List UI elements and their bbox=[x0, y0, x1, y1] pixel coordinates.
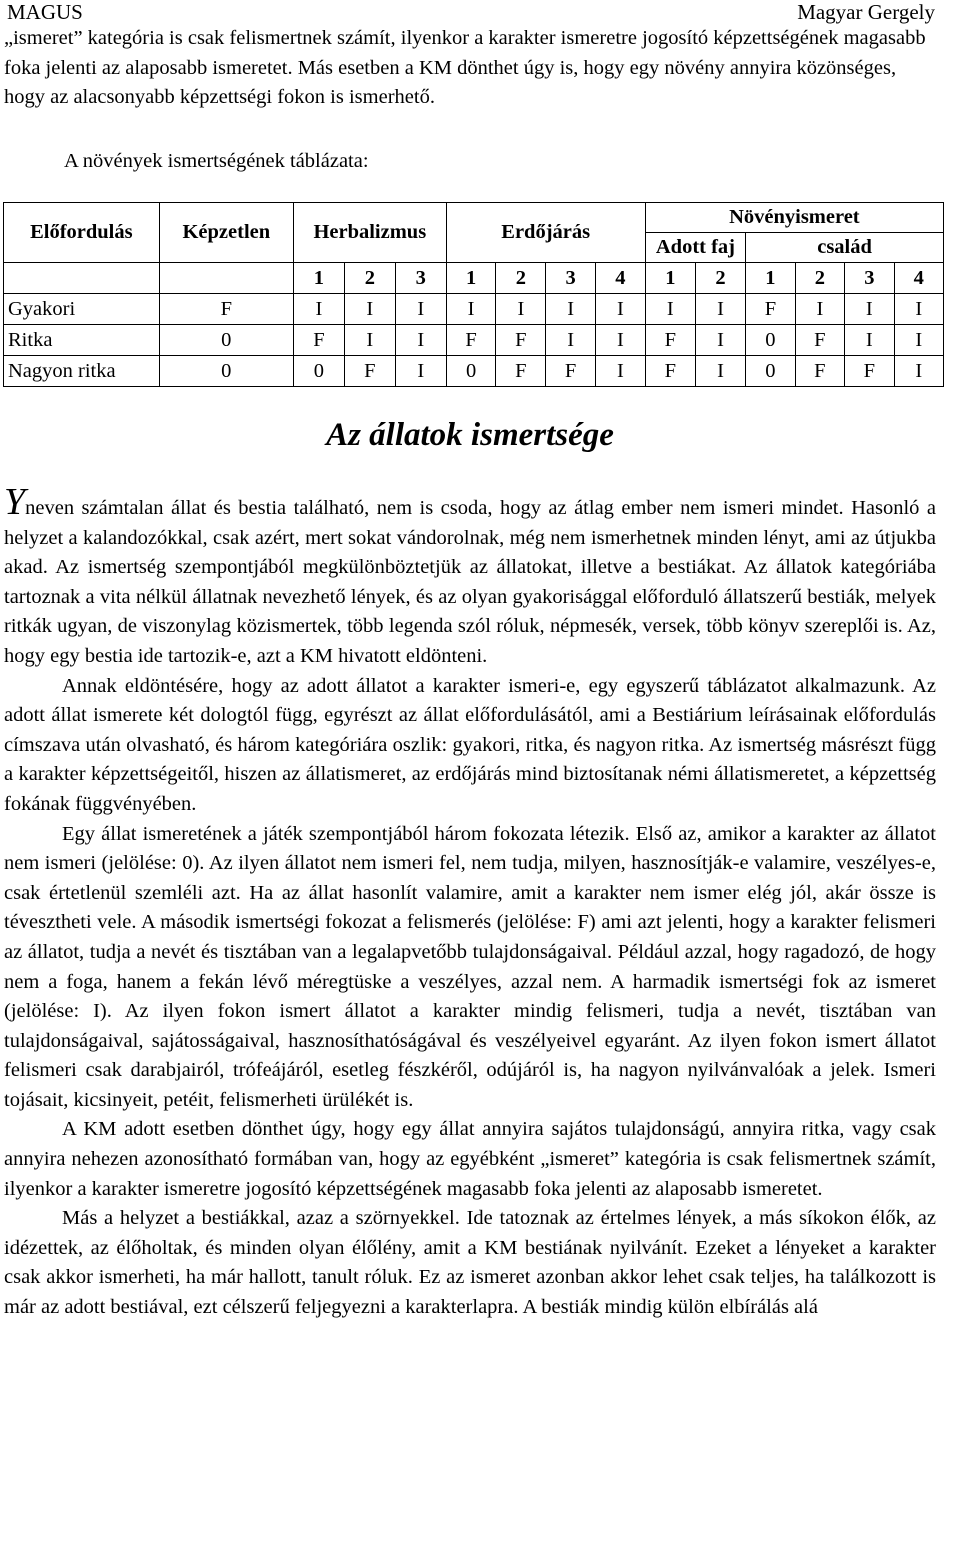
table-caption: A növények ismertségének táblázata: bbox=[64, 150, 369, 172]
row-label: Gyakori bbox=[4, 294, 160, 325]
table-cell: F bbox=[496, 325, 546, 356]
col-family: család bbox=[746, 233, 944, 263]
table-cell: I bbox=[596, 294, 646, 325]
level-cell: 2 bbox=[795, 263, 844, 294]
level-cell: 4 bbox=[894, 263, 943, 294]
paragraph-3: Egy állat ismeretének a játék szempontjából három fokozata létezik. Első az, amikor a karakter az állatot nem ismeri (jelölése: 0). Az ilyen állatot nem ismeri fel, nem tudja, milyen, hasznosítják-e valamire, veszélyes-e, csak értetlenül szemléli azt. Ha az állat hasonlít valamire, amit a karakter nem ismer elég jól, akár össze is tévesztheti vele. A második ismertségi fokozat a felismerés (jelölése: F) ami azt jelenti, hogy a karakter felismeri az állatot, tudja a nevét és tisztában van a legalapvetőbb tulajdonságaival. Például azzal, hogy ragadozó, de hogy nem a foga, hanem a fekán lévő méregtüske a veszélyes, azzal nem. A harmadik ismertségi fok az ismeret (jelölése: I). Az ilyen fokon ismert állatot a karakter mindig felismeri, tudja a nevét, tisztában van tulajdonságaival, sajátosságaival, hasznosíthatóságával és veszélyeivel egyaránt. Az ilyen fokon ismert állatot felismeri csak darabjairól, trófeájáról, esetleg fészkéről, odújáról is, ha nagyon nyilvánvalóak a jelek. Ismeri tojásait, kicsinyeit, petéit, felismerheti ürülékét is. bbox=[4, 822, 936, 1111]
table-cell: I bbox=[395, 294, 446, 325]
level-cell: 2 bbox=[344, 263, 395, 294]
table-cell: F bbox=[845, 356, 894, 387]
table-row bbox=[4, 325, 944, 356]
table-cell: I bbox=[894, 356, 943, 387]
table-cell: I bbox=[344, 294, 395, 325]
table-cell: I bbox=[645, 294, 695, 325]
level-cell: 3 bbox=[845, 263, 894, 294]
paragraph-4: A KM adott esetben dönthet úgy, hogy egy állat annyira sajátos tulajdonságú, annyira ritka, vagy csak annyira nehezen azonosítható formában van, hogy az egyébként „ismeret” kategória is csak felismertnek számít, ilyenkor a karakter ismeretre jogosító képzettségének magasabb foka jelenti az alaposabb ismeretet. bbox=[4, 1118, 936, 1200]
empty-cell bbox=[4, 263, 160, 294]
level-cell: 1 bbox=[293, 263, 344, 294]
plant-knowledge-table bbox=[3, 202, 944, 387]
table-header-row-1 bbox=[4, 203, 944, 233]
paragraph-1-text: neven számtalan állat és bestia található, nem is csoda, hogy az átlag ember nem ismeri mindet. Hasonló a helyzet a kalandozókkal, csak azért, mert sokat vándorolnak, még nem ismerhetnek minden lényt, ami az útjukba akad. Az ismertség szempontjából megkülönböztetjük az állatokat, illetve a bestiákat. Az állatok kategóriába tartoznak a vita nélkül állatnak nevezhető lények, és az olyan gyakorisággal előforduló állatszerű bestiák, melyek ritkák ugyan, de viszonylag közismertek, több legenda szól róluk, népmesék, versek, több könyv szereplői is. Az, hogy egy bestia ide tartozik-e, azt a KM hivatott eldönteni. bbox=[4, 497, 936, 667]
table-cell: I bbox=[546, 294, 596, 325]
table-cell: F bbox=[795, 325, 844, 356]
dropcap-letter: Y bbox=[4, 481, 26, 523]
table-cell: I bbox=[596, 325, 646, 356]
table-cell: F bbox=[293, 325, 344, 356]
table-cell: I bbox=[845, 325, 894, 356]
table-cell: I bbox=[293, 294, 344, 325]
page-header bbox=[7, 0, 935, 24]
intro-text bbox=[4, 24, 936, 113]
table-cell: 0 bbox=[746, 356, 795, 387]
table-level-row bbox=[4, 263, 944, 294]
level-cell: 2 bbox=[695, 263, 745, 294]
level-cell: 4 bbox=[596, 263, 646, 294]
table-cell: F bbox=[496, 356, 546, 387]
row-label: Nagyon ritka bbox=[4, 356, 160, 387]
col-woodcraft: Erdőjárás bbox=[446, 203, 645, 263]
table-cell: F bbox=[446, 325, 496, 356]
table-cell: I bbox=[596, 356, 646, 387]
section-title: Az állatok ismertsége bbox=[326, 417, 614, 453]
table-cell: F bbox=[344, 356, 395, 387]
level-cell: 3 bbox=[395, 263, 446, 294]
table-cell: I bbox=[496, 294, 546, 325]
table-cell: I bbox=[695, 325, 745, 356]
table-cell: 0 bbox=[293, 356, 344, 387]
table-cell: 0 bbox=[159, 325, 293, 356]
table-cell: I bbox=[695, 356, 745, 387]
table-cell: I bbox=[845, 294, 894, 325]
table-cell: F bbox=[645, 356, 695, 387]
table-cell: F bbox=[795, 356, 844, 387]
table-cell: 0 bbox=[746, 325, 795, 356]
empty-cell bbox=[159, 263, 293, 294]
col-occurrence: Előfordulás bbox=[4, 203, 160, 263]
level-cell: 3 bbox=[546, 263, 596, 294]
col-untrained: Képzetlen bbox=[159, 203, 293, 263]
table-cell: I bbox=[344, 325, 395, 356]
table-cell: I bbox=[695, 294, 745, 325]
col-plant-knowledge: Növényismeret bbox=[645, 203, 943, 233]
col-species: Adott faj bbox=[645, 233, 745, 263]
table-cell: F bbox=[546, 356, 596, 387]
table-cell: I bbox=[546, 325, 596, 356]
table-cell: 0 bbox=[446, 356, 496, 387]
paragraph-5: Más a helyzet a bestiákkal, azaz a szörnyekkel. Ide tatoznak az értelmes lények, a más síkokon élők, az idézettek, az élőholtak, és minden olyan élőlény, amit a KM bestiának nyilvánít. Ezeket a lényeket a karakter csak akkor ismerheti, ha már hallott, tanult róluk. Ez az ismeret azonban akkor lehet csak teljes, ha találkozott is már az adott bestiával, ezt célszerű feljegyezni a karakterlapra. A bestiák mindig külön elbírálás alá bbox=[4, 1207, 936, 1319]
level-cell: 1 bbox=[746, 263, 795, 294]
paragraph-1 bbox=[4, 481, 936, 672]
table-cell: I bbox=[795, 294, 844, 325]
main-text bbox=[4, 481, 936, 1323]
table-row bbox=[4, 356, 944, 387]
table-cell: I bbox=[446, 294, 496, 325]
table-row bbox=[4, 294, 944, 325]
level-cell: 1 bbox=[446, 263, 496, 294]
paragraph-2: Annak eldöntésére, hogy az adott állatot a karakter ismeri-e, egy egyszerű táblázatot alkalmazunk. Az adott állat ismerete két dologtól függ, egyrészt az állat előfordulásától, ami a Bestiárium leírásainak előfordulás címszava után olvasható, és három kategóriára oszlik: gyakori, ritka, és nagyon ritka. Az ismertség másrészt függ a karakter képzettségeitől, hiszen az állatismeret, az erdőjárás mind biztosítanak némi állatismeretet, a képzettség fokának függvényében. bbox=[4, 674, 936, 815]
header-left: MAGUS bbox=[7, 0, 83, 24]
level-cell: 2 bbox=[496, 263, 546, 294]
table-cell: F bbox=[159, 294, 293, 325]
table-cell: F bbox=[746, 294, 795, 325]
table-cell: I bbox=[894, 294, 943, 325]
intro-paragraph: „ismeret” kategória is csak felismertnek számít, ilyenkor a karakter ismeretre jogosító képzettségének magasabb foka jelenti az alaposabb ismeretet. Más esetben a KM dönthet úgy is, hogy egy növény annyira közönséges, hogy az alacsonyabb képzettségi fokon is ismerhető. bbox=[4, 27, 926, 109]
col-herbalism: Herbalizmus bbox=[293, 203, 446, 263]
header-right: Magyar Gergely bbox=[797, 0, 935, 24]
table-cell: I bbox=[894, 325, 943, 356]
table-cell: I bbox=[395, 356, 446, 387]
level-cell: 1 bbox=[645, 263, 695, 294]
row-label: Ritka bbox=[4, 325, 160, 356]
table-cell: F bbox=[645, 325, 695, 356]
table-cell: I bbox=[395, 325, 446, 356]
table-cell: 0 bbox=[159, 356, 293, 387]
